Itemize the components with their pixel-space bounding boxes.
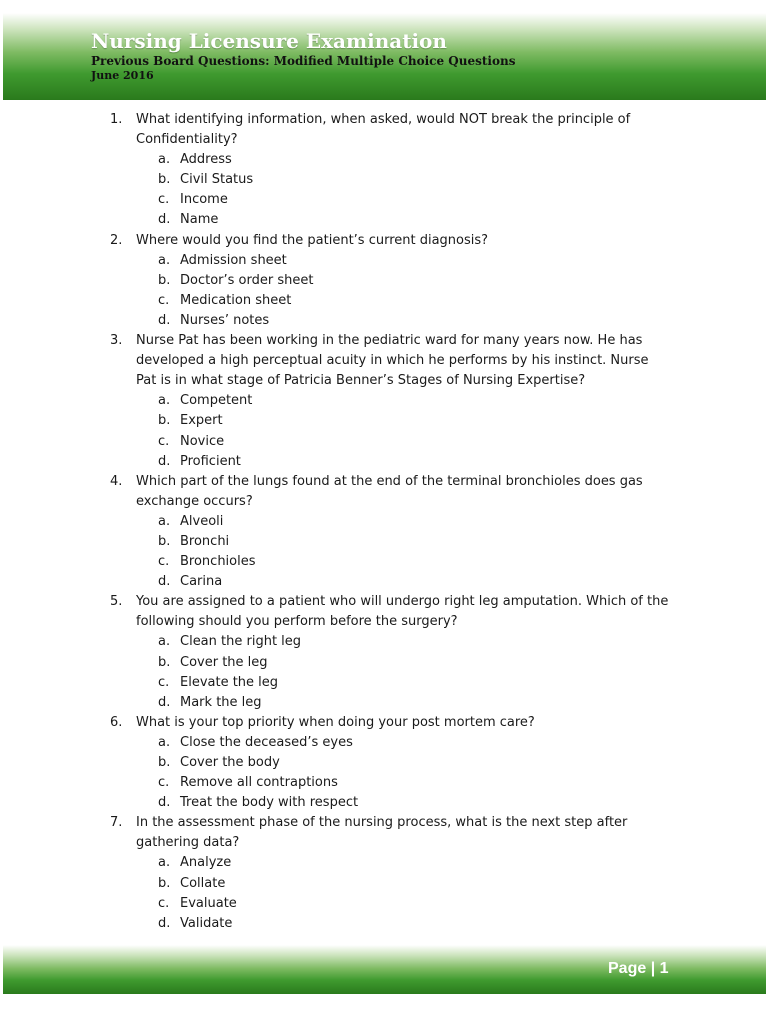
- option-list: [110, 150, 670, 230]
- question-5: [110, 592, 670, 713]
- option-letter: b.: [158, 533, 171, 549]
- question-text: In the assessment phase of the nursing process, what is the next step after gathering data?: [136, 815, 628, 851]
- option-letter: a.: [158, 634, 171, 650]
- document-subtitle: Previous Board Questions: Modified Multiple Choice Questions: [91, 54, 516, 68]
- option-text: Proficient: [180, 453, 241, 469]
- option-item: [110, 210, 670, 230]
- option-item: [110, 311, 670, 331]
- option-letter: d.: [158, 915, 171, 931]
- question-6: [110, 713, 670, 813]
- option-letter: d.: [158, 795, 171, 811]
- option-letter: c.: [158, 775, 170, 791]
- option-letter: d.: [158, 312, 171, 328]
- question-text: What is your top priority when doing your post mortem care?: [136, 714, 535, 730]
- option-item: [110, 391, 670, 411]
- option-item: [110, 894, 670, 914]
- question-number: 6.: [110, 714, 123, 730]
- option-list: [110, 733, 670, 813]
- option-item: [110, 773, 670, 793]
- option-text: Address: [180, 152, 232, 168]
- option-list: [110, 853, 670, 933]
- option-letter: a.: [158, 513, 171, 529]
- option-item: [110, 150, 670, 170]
- option-text: Cover the body: [180, 755, 280, 770]
- option-letter: c.: [158, 895, 170, 911]
- option-text: Treat the body with respect: [180, 795, 359, 811]
- option-text: Elevate the leg: [180, 674, 279, 690]
- question-text: Nurse Pat has been working in the pediatric ward for many years now. He has developed a high perceptual acuity in which he performs by his instinct. Nurse Pat is in what stage of Patricia Benner’s Stages of Nursing Expertise?: [136, 333, 649, 389]
- option-item: [110, 552, 670, 572]
- option-letter: c.: [158, 192, 170, 208]
- option-item: [110, 271, 670, 291]
- question-number: 7.: [110, 815, 123, 831]
- option-letter: a.: [158, 855, 171, 871]
- option-letter: c.: [158, 292, 170, 308]
- option-text: Admission sheet: [180, 252, 287, 268]
- option-list: [110, 512, 670, 592]
- option-item: [110, 673, 670, 693]
- question-7: [110, 813, 670, 934]
- question-1: [110, 110, 670, 231]
- option-letter: a.: [158, 152, 171, 168]
- question-text: You are assigned to a patient who will undergo right leg amputation. Which of the following should you perform before the surgery?: [136, 594, 669, 630]
- document-title: Nursing Licensure Examination: [91, 29, 447, 53]
- option-letter: d.: [158, 212, 171, 228]
- option-item: [110, 793, 670, 813]
- option-list: [110, 391, 670, 471]
- question-text: Which part of the lungs found at the end of the terminal bronchioles does gas exchange occurs?: [136, 473, 643, 509]
- option-item: [110, 452, 670, 472]
- option-text: Nurses’ notes: [180, 312, 270, 328]
- question-3: [110, 331, 670, 472]
- option-letter: d.: [158, 694, 171, 710]
- option-item: [110, 653, 670, 673]
- option-text: Cover the leg: [180, 654, 268, 670]
- question-number: 2.: [110, 232, 123, 248]
- option-text: Civil Status: [180, 172, 254, 188]
- option-text: Evaluate: [180, 895, 237, 911]
- option-item: [110, 874, 670, 894]
- question-number: 4.: [110, 473, 123, 489]
- option-text: Carina: [180, 574, 223, 590]
- document-date: June 2016: [91, 69, 154, 82]
- option-letter: a.: [158, 734, 171, 750]
- option-text: Remove all contraptions: [180, 775, 338, 791]
- option-letter: d.: [158, 453, 171, 469]
- option-item: [110, 853, 670, 873]
- option-item: [110, 693, 670, 713]
- option-text: Close the deceased’s eyes: [180, 734, 353, 750]
- option-item: [110, 753, 670, 773]
- option-text: Expert: [180, 413, 223, 429]
- option-text: Clean the right leg: [180, 634, 302, 650]
- option-letter: b.: [158, 755, 171, 770]
- option-letter: b.: [158, 875, 171, 891]
- option-item: [110, 914, 670, 934]
- option-list: [110, 632, 670, 712]
- option-text: Analyze: [180, 855, 232, 871]
- option-letter: c.: [158, 554, 170, 570]
- option-text: Doctor’s order sheet: [180, 272, 314, 288]
- option-list: [110, 251, 670, 331]
- page-number: Page | 1: [608, 960, 669, 977]
- question-list: [110, 110, 670, 934]
- option-letter: a.: [158, 393, 171, 409]
- option-letter: a.: [158, 252, 171, 268]
- option-text: Bronchioles: [180, 554, 256, 570]
- question-text: Where would you find the patient’s current diagnosis?: [136, 232, 489, 248]
- option-item: [110, 251, 670, 271]
- option-text: Collate: [180, 875, 226, 891]
- option-letter: b.: [158, 272, 171, 288]
- option-letter: c.: [158, 674, 170, 690]
- option-letter: b.: [158, 654, 171, 670]
- option-item: [110, 512, 670, 532]
- question-4: [110, 472, 670, 593]
- option-letter: c.: [158, 433, 170, 449]
- option-text: Novice: [180, 433, 225, 449]
- option-item: [110, 190, 670, 210]
- option-item: [110, 411, 670, 431]
- option-item: [110, 170, 670, 190]
- question-number: 1.: [110, 112, 123, 127]
- option-text: Alveoli: [180, 513, 224, 529]
- option-text: Validate: [180, 915, 233, 931]
- option-item: [110, 632, 670, 652]
- option-text: Name: [180, 212, 219, 228]
- option-text: Mark the leg: [180, 694, 262, 710]
- question-number: 5.: [110, 594, 123, 610]
- option-letter: b.: [158, 172, 171, 188]
- option-item: [110, 572, 670, 592]
- option-letter: d.: [158, 574, 171, 590]
- option-text: Medication sheet: [180, 292, 292, 308]
- option-text: Bronchi: [180, 533, 230, 549]
- option-text: Income: [180, 192, 228, 208]
- option-text: Competent: [180, 393, 253, 409]
- option-letter: b.: [158, 413, 171, 429]
- question-number: 3.: [110, 333, 123, 349]
- option-item: [110, 532, 670, 552]
- document-header: [91, 28, 515, 82]
- option-item: [110, 291, 670, 311]
- question-text: What identifying information, when asked, would NOT break the principle of Confidentiality?: [136, 112, 631, 148]
- question-2: [110, 231, 670, 331]
- option-item: [110, 733, 670, 753]
- option-item: [110, 432, 670, 452]
